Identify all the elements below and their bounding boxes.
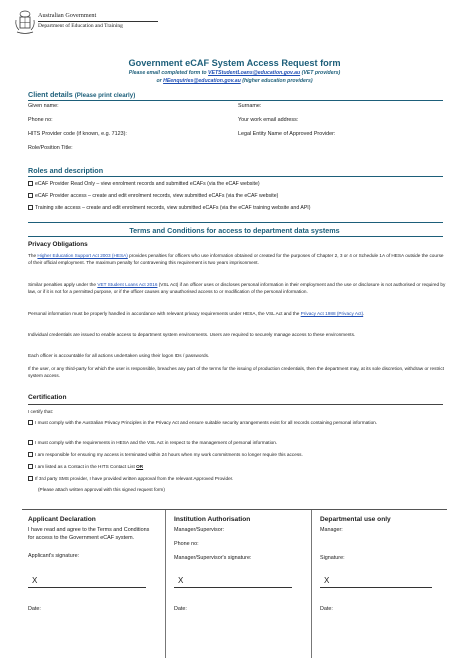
signature-x-mark: X bbox=[324, 576, 330, 585]
paragraph-text: (VSL Act) if an officer uses or discloses personal information in their employment and the use or disclosure is not authorised or required by law, or if it is not for a permitted purpose, or if the officer causes any unauthorised access to or modification of the personal information. bbox=[28, 282, 446, 295]
paragraph-text: . bbox=[363, 311, 365, 316]
privacy-act-link[interactable]: Privacy Act 1988 (Privacy Act) bbox=[300, 311, 364, 316]
attach-approval-note: (Please attach written approval with this signed request form) bbox=[38, 487, 165, 492]
client-details-heading bbox=[28, 90, 135, 99]
work-email-field[interactable]: Your work email address: bbox=[238, 117, 299, 123]
applicant-date-field[interactable]: Date: bbox=[28, 606, 41, 612]
privacy-paragraph-privacy-act bbox=[28, 310, 448, 317]
role-option-read-only[interactable] bbox=[28, 181, 260, 187]
vet-email-link[interactable]: VETStudentLoans@education.gov.au bbox=[208, 70, 301, 76]
client-details-note: (Please print clearly) bbox=[74, 92, 136, 99]
departmental-manager-field[interactable]: Manager: bbox=[320, 527, 343, 533]
privacy-obligations-heading: Privacy Obligations bbox=[28, 241, 88, 248]
client-details-divider bbox=[28, 100, 443, 101]
departmental-signature-label: Signature: bbox=[320, 555, 345, 561]
privacy-paragraph-hesa bbox=[28, 252, 448, 267]
terms-top-divider bbox=[28, 222, 443, 223]
he-email-link[interactable]: HEenquiries@education.gov.au bbox=[163, 78, 241, 84]
role-option-training-site[interactable] bbox=[28, 205, 310, 211]
paragraph-text: Similar penalties apply under the bbox=[28, 282, 98, 287]
checkbox-icon[interactable] bbox=[28, 193, 33, 198]
manager-signature-label: Manager/Supervisor's signature: bbox=[174, 555, 252, 561]
phone-field[interactable]: Phone no: bbox=[28, 117, 53, 123]
cert-item-hesa-vsl[interactable] bbox=[28, 439, 448, 446]
checkbox-icon[interactable] bbox=[28, 452, 33, 457]
instructions-or: or bbox=[156, 78, 164, 84]
credentials-paragraph: Individual credentials are issued to enable access to department system environments. Users are required to securely manage access to these environments. bbox=[28, 332, 356, 337]
applicant-declaration-column bbox=[22, 510, 165, 658]
signature-x-mark: X bbox=[32, 576, 38, 585]
vet-email-suffix: (VET providers) bbox=[300, 70, 341, 76]
role-field[interactable]: Role/Position Title: bbox=[28, 145, 73, 151]
roles-heading: Roles and description bbox=[28, 166, 104, 175]
column-divider bbox=[165, 510, 166, 658]
role-option-label: Training site access – create and edit enrolment records, view submitted eCAFs (via the eCAF training website and API) bbox=[35, 205, 311, 211]
institution-phone-field[interactable]: Phone no: bbox=[174, 541, 199, 547]
paragraph-text: The bbox=[28, 253, 38, 258]
vsl-act-link[interactable]: VET Student Loans Act 2016 bbox=[97, 282, 158, 287]
legal-entity-field[interactable]: Legal Entity Name of Approved Provider: bbox=[238, 131, 336, 137]
cert-item-or: OR bbox=[136, 464, 144, 469]
checkbox-icon[interactable] bbox=[28, 440, 33, 445]
cert-item-label: I am listed as a Contact in the HITS Contact List bbox=[35, 464, 137, 469]
cert-item-label: If 3rd party SMS provider, I have provided written approval from the relevant Approved Provider. bbox=[35, 476, 234, 481]
coat-of-arms-icon bbox=[14, 8, 36, 38]
institution-authorisation-column bbox=[168, 510, 308, 658]
applicant-signature-label: Applicant's signature: bbox=[28, 553, 80, 559]
applicant-signature-field[interactable] bbox=[28, 576, 146, 588]
cert-item-hits-contact[interactable] bbox=[28, 463, 448, 470]
paragraph-text: provides penalties for officers who use information obtained or created for the purposes of Chapter 2, 3 or 4 or Schedule 1A of HESA outside the course of their official employment. The maximum penalty for contravening this requirement is two years imprisonment. bbox=[28, 253, 444, 266]
role-option-provider-access[interactable] bbox=[28, 193, 278, 199]
applicant-declaration-heading: Applicant Declaration bbox=[28, 516, 96, 523]
surname-field[interactable]: Surname: bbox=[238, 103, 262, 109]
form-title: Government eCAF System Access Request form bbox=[128, 58, 341, 68]
checkbox-icon[interactable] bbox=[28, 464, 33, 469]
government-name: Australian Government bbox=[38, 12, 97, 19]
client-details-title: Client details bbox=[28, 90, 75, 99]
checkbox-icon[interactable] bbox=[28, 476, 33, 481]
signature-x-mark: X bbox=[178, 576, 184, 585]
instructions-prefix: Please email completed form to bbox=[128, 70, 209, 76]
applicant-declaration-text: I have read and agree to the Terms and Conditions for access to the Government eCAF system. bbox=[28, 527, 150, 541]
certification-divider bbox=[28, 404, 443, 405]
accountability-paragraph: Each officer is accountable for all actions undertaken using their logon IDs / passwords. bbox=[28, 353, 210, 358]
privacy-paragraph-vsl bbox=[28, 281, 448, 296]
departmental-date-field[interactable]: Date: bbox=[320, 606, 333, 612]
role-option-label: eCAF Provider Read Only – view enrolment records and submitted eCAFs (via the eCAF website) bbox=[35, 181, 260, 187]
signature-section bbox=[22, 509, 447, 657]
submission-instructions-line2 bbox=[0, 78, 469, 84]
given-name-field[interactable]: Given name: bbox=[28, 103, 59, 109]
roles-divider bbox=[28, 176, 443, 177]
departmental-use-heading: Departmental use only bbox=[320, 516, 391, 523]
cert-item-label: I am responsible for ensuring my access is terminated within 24 hours when my work commitments no longer require this access. bbox=[35, 452, 303, 457]
he-email-suffix: (higher education providers) bbox=[240, 78, 313, 84]
terms-heading: Terms and Conditions for access to department data systems bbox=[129, 226, 340, 235]
cert-item-third-party[interactable] bbox=[28, 475, 448, 482]
paragraph-text: Personal information must be properly handled in accordance with relevant privacy requirements under HESA, the VSL Act and the bbox=[28, 311, 301, 316]
column-divider bbox=[311, 510, 312, 658]
department-name: Department of Education and Training bbox=[38, 22, 123, 29]
certify-intro: I certify that: bbox=[28, 409, 54, 414]
departmental-signature-field[interactable] bbox=[320, 576, 432, 588]
hits-code-field[interactable]: HITS Provider code (if known, e.g. 7123): bbox=[28, 131, 127, 137]
certification-heading: Certification bbox=[28, 394, 67, 401]
cert-item-label: I must comply with the requirements in HESA and the VSL Act in respect to the management of personal information. bbox=[35, 440, 278, 445]
cert-item-termination[interactable] bbox=[28, 451, 448, 458]
departmental-use-column bbox=[314, 510, 447, 658]
institution-authorisation-heading: Institution Authorisation bbox=[174, 516, 251, 523]
role-option-label: eCAF Provider access – create and edit enrolment records, view submitted eCAFs (via the eCAF website) bbox=[35, 193, 279, 199]
breach-paragraph: If the user, or any third-party for which the user is responsible, breaches any part of the terms for the issuing of production credentials, then the department may, at its sole discretion, withdraw or restrict system access. bbox=[28, 366, 444, 379]
cert-item-label: I must comply with the Australian Privacy Principles in the Privacy Act and ensure suitable security arrangements exist for all records containing personal information. bbox=[35, 420, 378, 425]
checkbox-icon[interactable] bbox=[28, 181, 33, 186]
wordmark-divider bbox=[38, 21, 158, 22]
institution-date-field[interactable]: Date: bbox=[174, 606, 187, 612]
hesa-link[interactable]: Higher Education Support Act 2003 (HESA) bbox=[37, 253, 128, 258]
cert-item-privacy-principles[interactable] bbox=[28, 419, 448, 426]
government-header bbox=[14, 8, 214, 48]
checkbox-icon[interactable] bbox=[28, 205, 33, 210]
manager-supervisor-field[interactable]: Manager/Supervisor: bbox=[174, 527, 225, 533]
manager-signature-field[interactable] bbox=[174, 576, 292, 588]
terms-bottom-divider bbox=[28, 236, 443, 237]
submission-instructions-line1 bbox=[0, 70, 469, 76]
government-wordmark bbox=[38, 12, 208, 30]
checkbox-icon[interactable] bbox=[28, 420, 33, 425]
